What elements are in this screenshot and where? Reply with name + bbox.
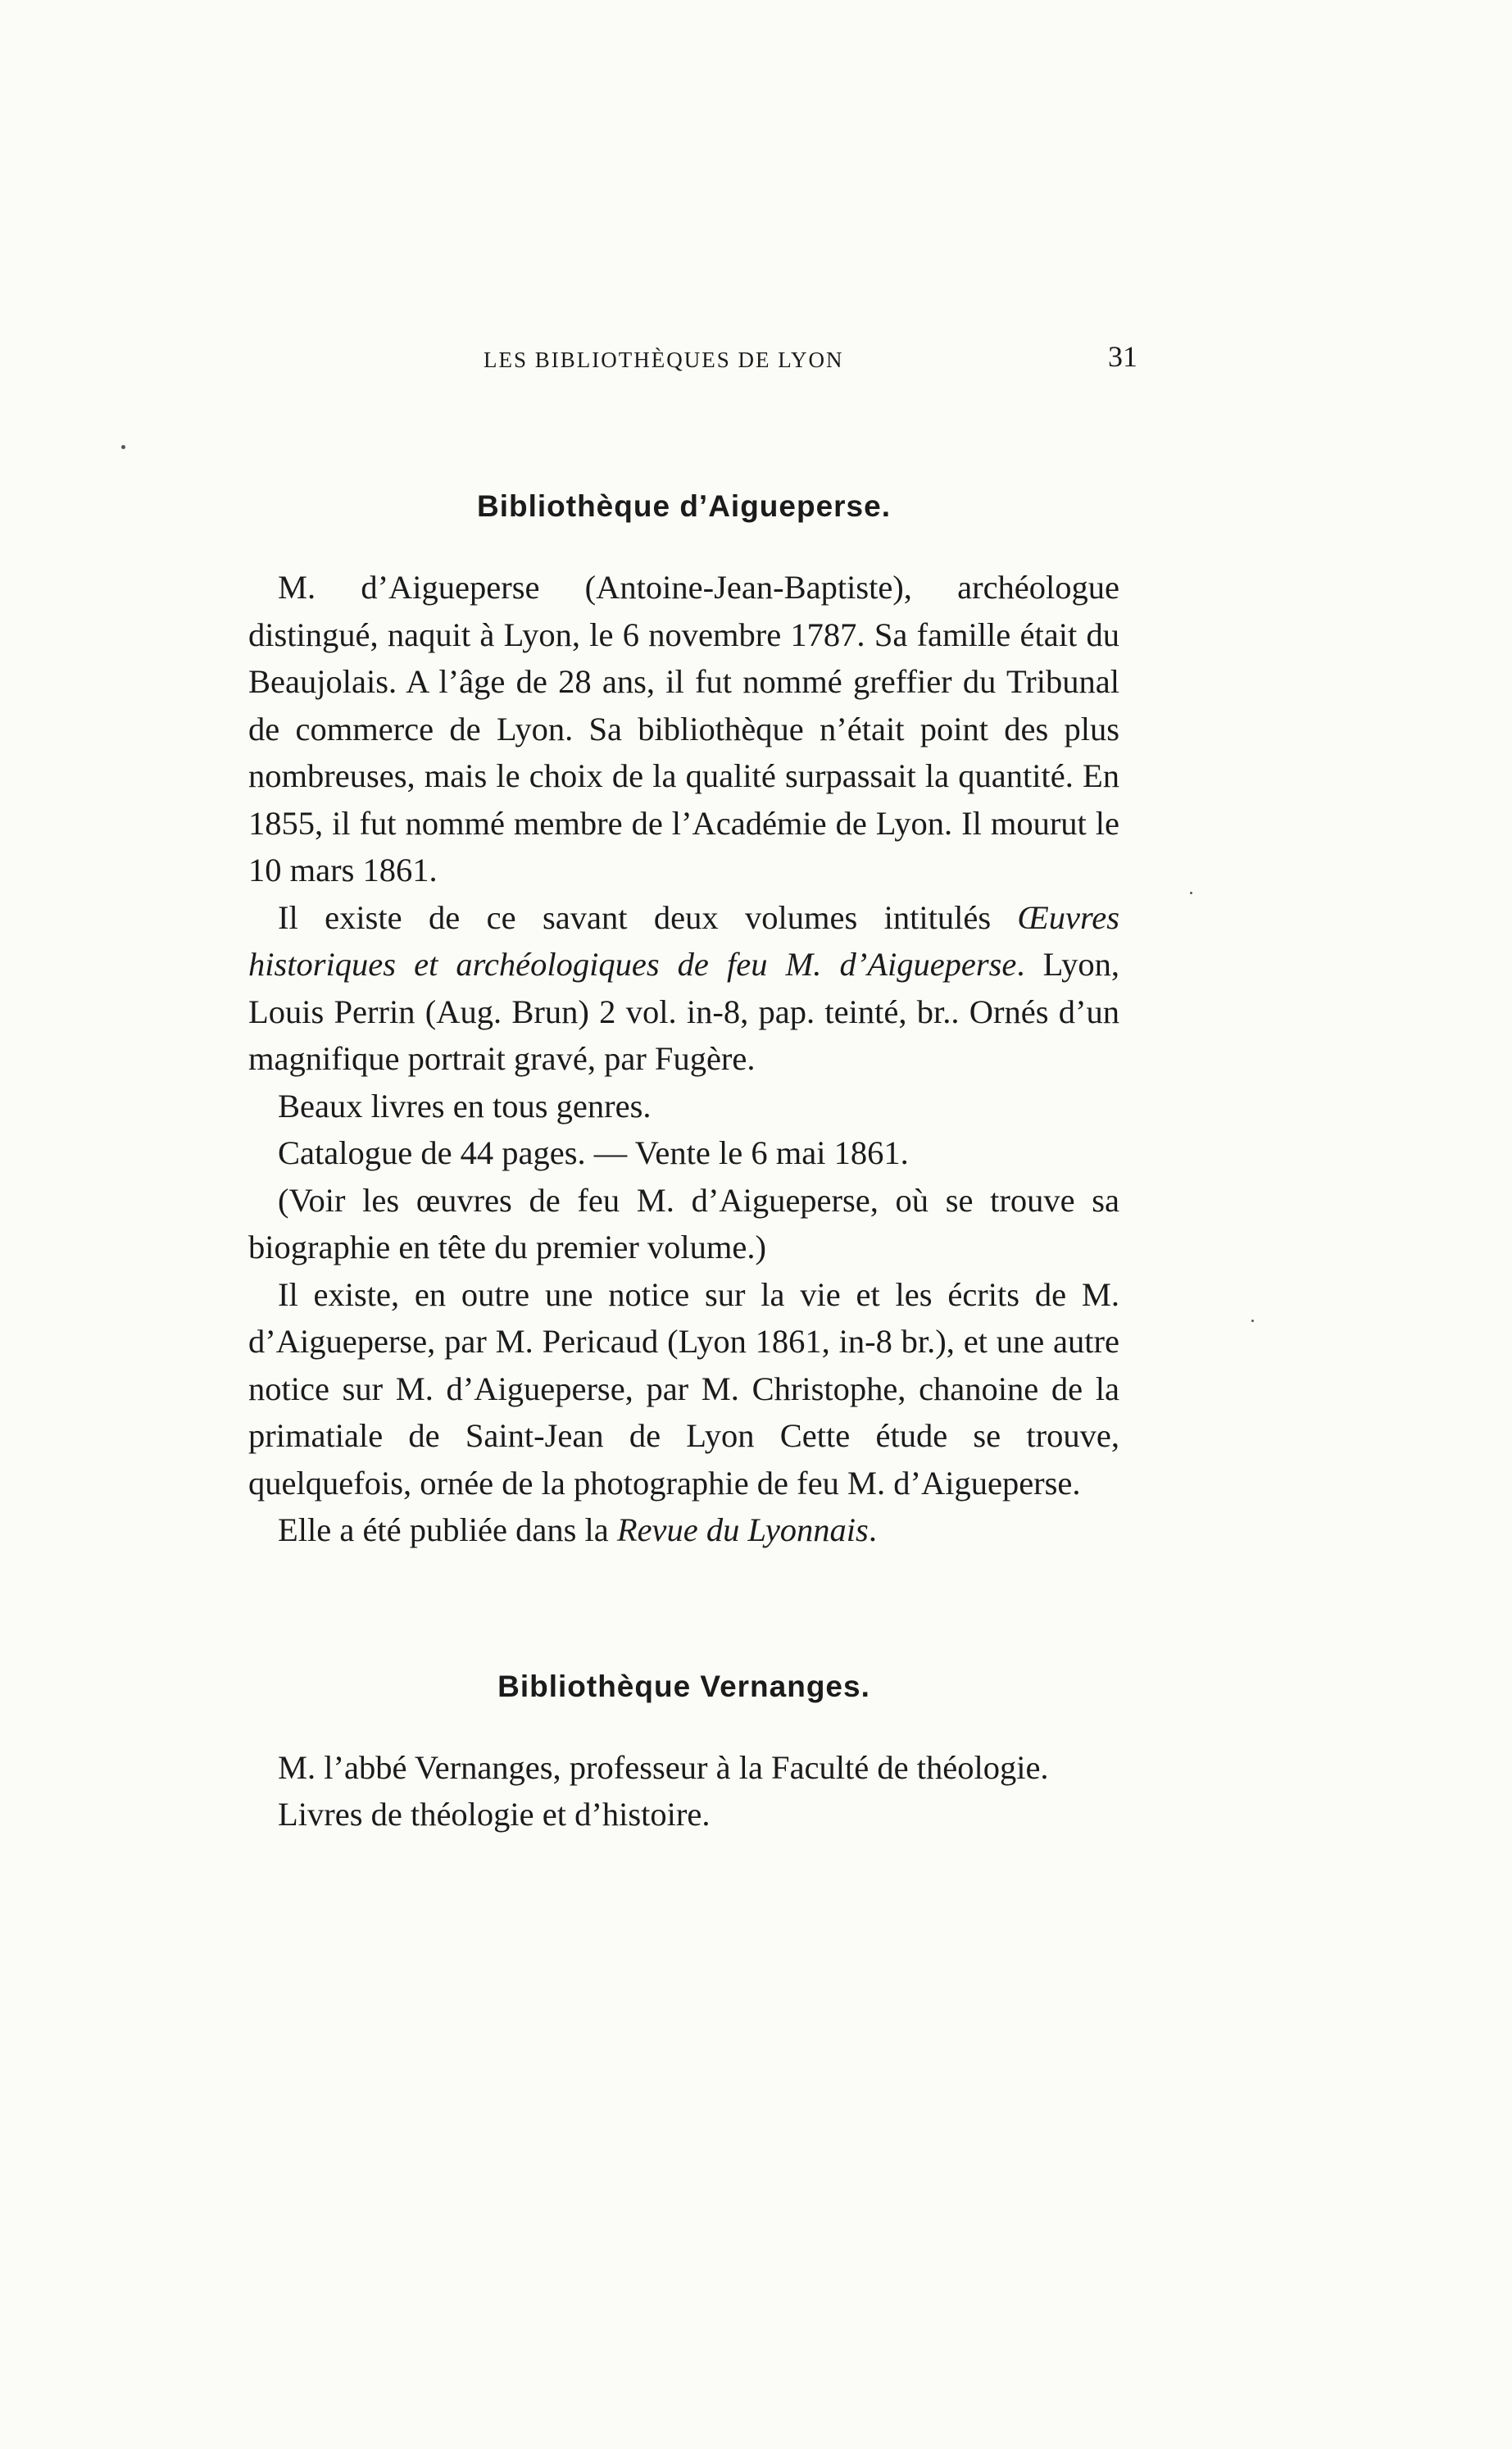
- paragraph-works: [248, 894, 1119, 1083]
- running-head: [484, 336, 1137, 385]
- paragraph-vernanges: M. l’abbé Vernanges, professeur à la Faculté de théologie.: [278, 1748, 1049, 1786]
- paragraph-books: Beaux livres en tous genres.: [278, 1087, 652, 1125]
- paragraph-published: [248, 1506, 1119, 1554]
- paragraph-see-works: (Voir les œuvres de feu M. d’Aigueperse, où se trouve sa biographie en tête du premier volume.): [248, 1181, 1119, 1265]
- works-text-before: Il existe de ce savant deux volumes intitulés: [278, 898, 1018, 936]
- revue-title-italic: Revue du Lyonnais: [616, 1511, 869, 1548]
- paragraph-catalogue: Catalogue de 44 pages. — Vente le 6 mai 1861.: [278, 1134, 909, 1171]
- section-heading-vernanges: Bibliothèque Vernanges.: [497, 1669, 870, 1703]
- section-heading-aigueperse: Bibliothèque d’Aigueperse.: [477, 489, 891, 523]
- published-text-after: .: [868, 1511, 877, 1548]
- paper-speck: [1251, 1320, 1254, 1322]
- paragraph-biography: M. d’Aigueperse (Antoine-Jean-Baptiste), archéologue distingué, naquit à Lyon, le 6 novembre 1787. Sa famille était du Beaujolais. A l’âge de 28 ans, il fut nommé greffier du Tribunal de commerce de Lyon. Sa bibliothèque n’était point des plus nombreuses, mais le choix de la qualité surpassait la quantité. En 1855, il fut nommé membre de l’Académie de Lyon. Il mourut le 10 mars 1861.: [248, 569, 1119, 888]
- page-number: 31: [1108, 340, 1137, 373]
- published-text-before: Elle a été publiée dans la: [278, 1511, 617, 1548]
- paragraph-notices: Il existe, en outre une notice sur la vie et les écrits de M. d’Aigueperse, par M. Pericaud (Lyon 1861, in-8 br.), et une autre notice sur M. d’Aigueperse, par M. Christophe, chanoine de la primatiale de Saint-Jean de Lyon Cette étude se trouve, quelquefois, ornée de la photographie de feu M. d’Aigueperse.: [248, 1275, 1119, 1502]
- running-title: LES BIBLIOTHÈQUES DE LYON: [484, 348, 844, 372]
- works-title-italic: Œuvres historiques et archéologiques de feu M. d’Aigueperse: [248, 898, 1119, 983]
- works-text-after: . Lyon, Louis Perrin (Aug. Brun) 2 vol. in-8, pap. teinté, br.. Ornés d’un magnifique portrait gravé, par Fugère.: [248, 946, 1119, 1077]
- paper-speck: [121, 445, 125, 449]
- paper-speck: [1190, 892, 1192, 894]
- paragraph-vernanges-books: Livres de théologie et d’histoire.: [278, 1796, 711, 1833]
- text-block: [248, 466, 1119, 1838]
